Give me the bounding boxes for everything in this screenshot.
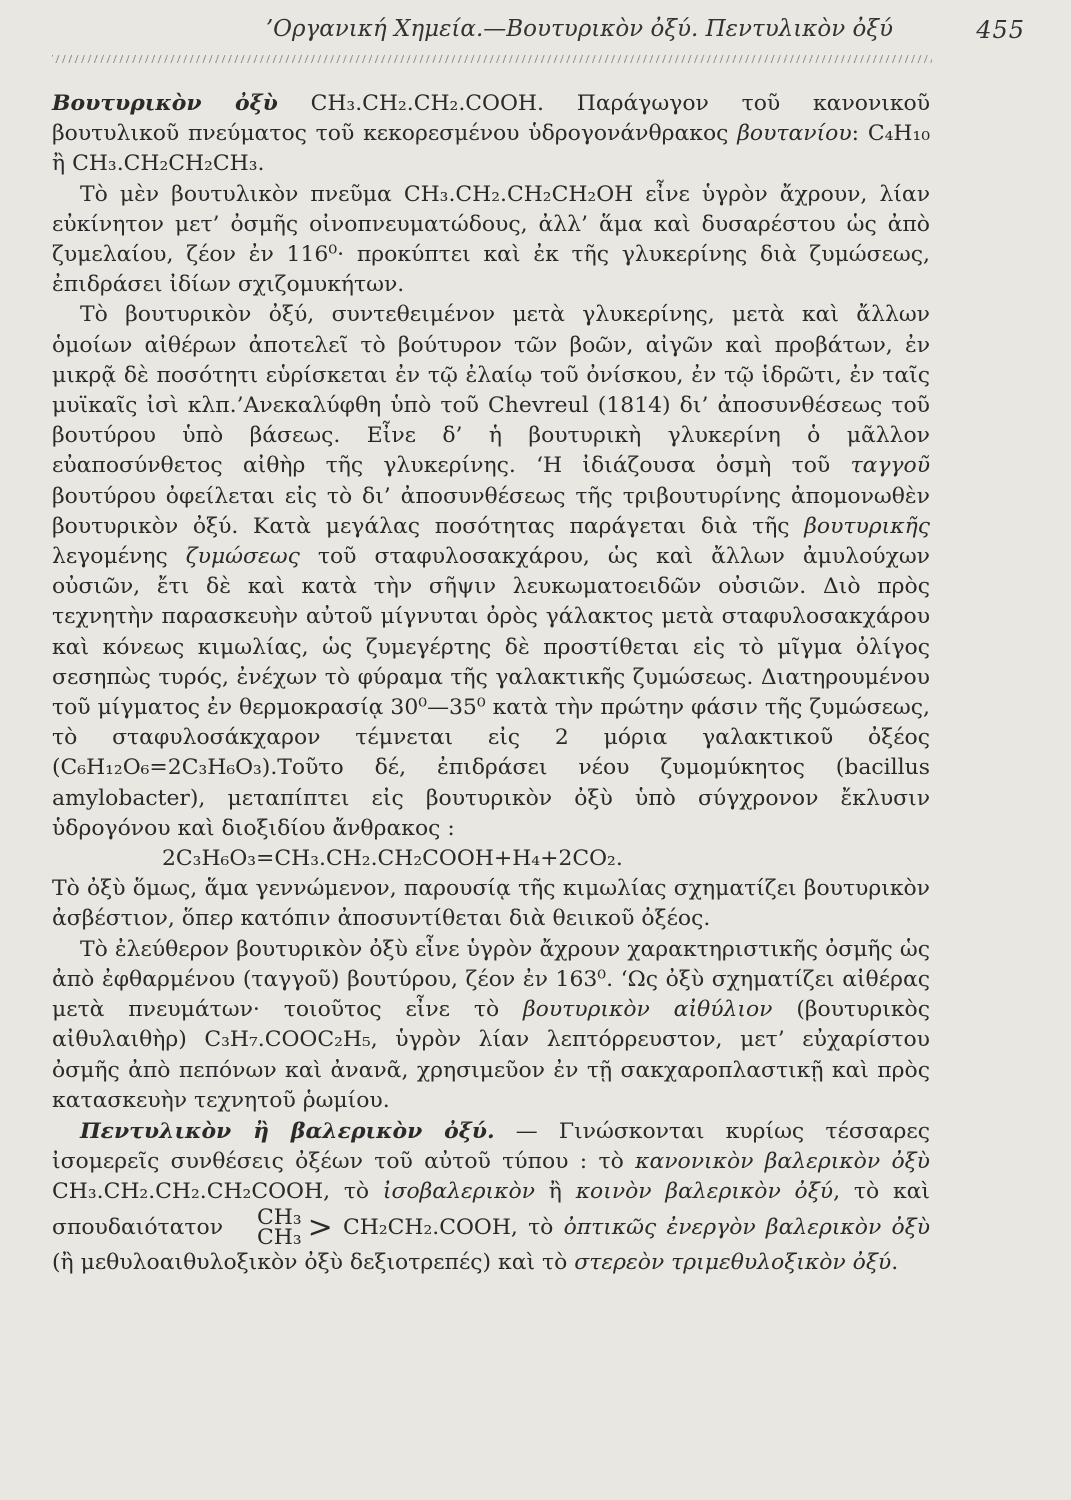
page-number: 455: [976, 16, 1025, 44]
term-normal-valeric: κανονικὸν βαλερικὸν ὀξὺ: [635, 1149, 930, 1175]
running-header: [52, 16, 1025, 52]
text: βουτύρου ὀφείλεται εἰς τὸ δι’ ἀποσυνθέσεως τῆς τριβουτυρίνης ἀπομονωθὲν βουτυρικὸν ὀξύ. Κατὰ μεγάλας ποσότητας παράγεται διὰ τῆς: [52, 483, 930, 539]
text: CH₂CH₂.COOH, τὸ: [332, 1214, 564, 1240]
term-butane: βουτανίου: [737, 121, 852, 147]
text: Τὸ βουτυρικὸν ὀξύ, συντεθειμένον μετὰ γλυκερίνης, μετὰ καὶ ἄλλων ὁμοίων αἰθέρων ἀποτελεῖ τὸ βούτυρον τῶν βοῶν, αἰγῶν καὶ προβάτων, ἐν μικρᾷ δὲ ποσότητι εὑρίσκεται ἐν τῷ ἐλαίῳ τοῦ ὀνίσκου, ἐν τῷ ἱδρῶτι, ἐν ταῖς μυϊκαῖς ἰσὶ κλπ.’Ανεκαλύφθη ὑπὸ τοῦ Chevreul (1814) δι’ ἀποσυνθέσεως τοῦ βουτύρου ὑπὸ βάσεως. Εἶνε δ’ ἡ βουτυρικὴ γλυκερίνη ὁ μᾶλλον εὐαποσύνθετος αἰθὴρ τῆς γλυκερίνης. ‘Η ἰδιάζουσα ὀσμὴ τοῦ: [52, 302, 930, 479]
running-title: ’Οργανική Χημεία.—Βουτυρικὸν ὀξύ. Πεντυλικὸν ὀξύ: [265, 16, 893, 42]
text: .: [891, 1249, 899, 1275]
term-rancid: ταγγοῦ: [850, 453, 930, 479]
term-butyric-acid: Βουτυρικὸν ὀξὺ: [52, 90, 278, 116]
frac-top: CH₃: [257, 1204, 302, 1230]
text: CH₃.CH₂.CH₂.COOH. Παράγωγον τοῦ κανονικοῦ βουτυλικοῦ πνεύματος τοῦ κεκορεσμένου ὑδρογονάνθρακος: [52, 91, 930, 147]
header-wavy-rule: [52, 55, 932, 63]
greater-than-sign: >: [307, 1209, 333, 1245]
isopropyl-fraction: [229, 1204, 302, 1250]
paragraph-calcium-butyrate: Τὸ ὀξὺ ὅμως, ἅμα γεννώμενον, παρουσίᾳ τῆς κιμωλίας σχηματίζει βουτυρικὸν ἀσβέστιον, ὅπερ κατόπιν ἀποσυντίθεται διὰ θειικοῦ ὀξέος.: [52, 876, 930, 932]
term-ethyl-butyrate: βουτυρικὸν αἰθύλιον: [522, 997, 773, 1023]
paragraph-valeric-acid: [52, 1116, 930, 1278]
text: (βουτυρικὸς αἰθυλαιθὴρ) C₃H₇.COOC₂H₅, ὑγρὸν λίαν λεπτόρρευστον, μετ’ εὐχαρίστου ὀσμῆς ἀπὸ πεπόνων καὶ ἀνανᾶ, χρησιμεῦον ἐν τῇ σακχαροπλαστικῇ καὶ πρὸς κατασκευὴν τεχνητοῦ ῥωμίου.: [52, 997, 930, 1113]
term-trimethylacetic: στερεὸν τριμεθυλοξικὸν ὀξύ: [574, 1249, 892, 1275]
text: λεγομένης: [52, 544, 186, 570]
text: — Γινώσκονται κυρίως τέσσαρες ἰσομερεῖς συνθέσεις ὀξέων τοῦ αὐτοῦ τύπου : τὸ: [52, 1118, 930, 1175]
term-fermentation: ζυμώσεως: [185, 544, 300, 570]
frac-bottom: CH₃: [257, 1224, 302, 1250]
term-optically-active: ὀπτικῶς ἐνεργὸν βαλερικὸν ὀξὺ: [563, 1214, 930, 1240]
term-butyric: βουτυρικῆς: [804, 513, 930, 539]
paragraph-butyric-acid: [52, 88, 930, 180]
term-common-valeric: κοινὸν βαλερικὸν ὀξύ: [575, 1179, 834, 1205]
text: : C₄H₁₀ ἢ CH₃.CH₂CH₂CH₃.: [52, 121, 930, 177]
term-isovaleric: ἰσοβαλερικὸν: [382, 1179, 535, 1205]
paragraph-butyl-alcohol: Τὸ μὲν βουτυλικὸν πνεῦμα CH₃.CH₂.CH₂CH₂OH εἶνε ὑγρὸν ἄχρουν, λίαν εὐκίνητον μετ’ ὀσμῆς οἰνοπνευματώδους, ἀλλ’ ἅμα καὶ δυσαρέστου ὡς ἀπὸ ζυμελαίου, ζέον ἐν 116⁰· προκύπτει καὶ ἐκ τῆς γλυκερίνης διὰ ζυμώσεως, ἐπιδράσει ἰδίων σχιζομυκήτων.: [52, 181, 930, 298]
term-valeric-acid: Πεντυλικὸν ἢ βαλερικὸν ὀξύ.: [80, 1117, 495, 1144]
equation: 2C₃H₆O₃=CH₃.CH₂.CH₂COOH+H₄+2CO₂.: [162, 846, 623, 872]
text: ἢ: [534, 1179, 576, 1205]
text: τοῦ σταφυλοσακχάρου, ὡς καὶ ἄλλων ἀμυλούχων οὐσιῶν, ἔτι δὲ καὶ κατὰ τὴν σῆψιν λευκωματοειδῶν οὐσιῶν. Διὸ πρὸς τεχνητὴν παρασκευὴν αὐτοῦ μίγνυται ὀρὸς γάλακτος μετὰ σταφυλοσακχάρου καὶ κόνεως κιμωλίας, ὡς ζυμεγέρτης δὲ προστίθεται εἰς τὸ μῖγμα ὀλίγος σεσηπὼς τυρός, ἐνέχων τὸ φύραμα τῆς γαλακτικῆς ζυμώσεως. Διατηρουμένου τοῦ μίγματος ἐν θερμοκρασίᾳ 30⁰—35⁰ κατὰ τὴν πρώτην φάσιν τῆς ζυμώσεως, τὸ σταφυλοσάκχαρον τέμνεται εἰς 2 μόρια γαλακτικοῦ ὀξέος (C₆H₁₂O₆=2C₃H₆O₃).Τοῦτο δέ, ἐπιδράσει νέου ζυμομύκητος (bacillus amylobacter), μεταπίπτει εἰς βουτυρικὸν ὀξὺ ὑπὸ σύγχρονον ἔκλυσιν ὑδρογόνου καὶ διοξιδίου ἄνθρακος :: [52, 544, 930, 841]
text: CH₃.CH₂.CH₂.CH₂COOH, τὸ: [52, 1179, 383, 1205]
paragraph-butyric-occurrence: [52, 300, 930, 844]
paragraph-free-butyric-acid: [52, 935, 930, 1116]
text: Τὸ ἐλεύθερον βουτυρικὸν ὀξὺ εἶνε ὑγρὸν ἄχρουν χαρακτηριστικῆς ὀσμῆς ὡς ἀπὸ ἐφθαρμένου (ταγγοῦ) βουτύρου, ζέον ἐν 163⁰. ‘Ως ὀξὺ σχηματίζει αἰθέρας μετὰ πνευμάτων· τοιοῦτος εἶνε τὸ: [52, 936, 930, 1023]
text: (ἢ μεθυλοαιθυλοξικὸν ὀξὺ δεξιοτρεπές) καὶ τὸ: [52, 1249, 575, 1275]
text: , τὸ καὶ σπουδαιότατον: [52, 1179, 930, 1240]
page-body: [52, 88, 930, 1278]
